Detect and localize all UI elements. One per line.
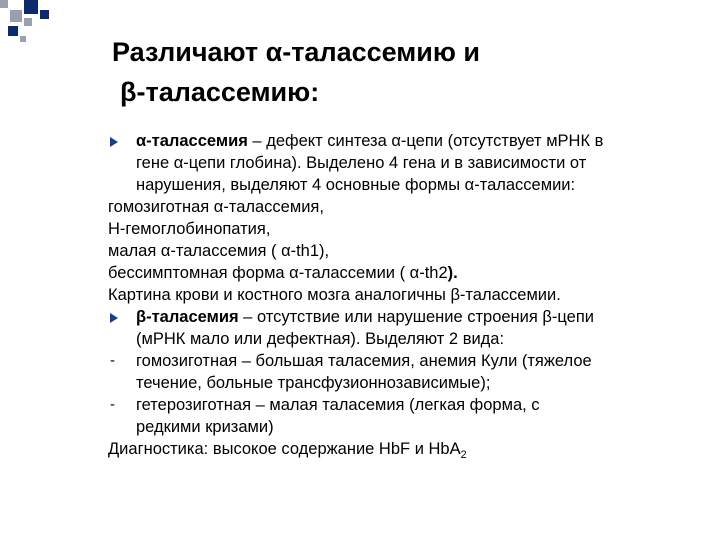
type-homozygous-line-1: гомозиготная – большая таласемия, анемия Кули (тяжелое xyxy=(136,352,592,370)
type-homozygous-line-2: течение, больные трансфузионнозависимые); xyxy=(136,374,491,392)
asymptomatic-close: ). xyxy=(447,264,458,282)
type-heterozygous-line-2: редкими кризами) xyxy=(136,418,274,436)
diagnostics-text: Диагностика: высокое содержание HbF и HbA xyxy=(108,440,461,458)
alpha-bullet xyxy=(108,130,713,152)
form-homozygous: гомозиготная α-талассемия, xyxy=(108,198,324,216)
slide-body xyxy=(108,130,713,460)
asymptomatic-text: бессимптомная форма α-талассемии ( α-th2 xyxy=(108,264,448,282)
title-line-1: Различают α-талассемию и xyxy=(112,37,481,67)
form-asymptomatic xyxy=(108,262,713,284)
beta-definition: – отсутствие или нарушение строения β-цепи xyxy=(238,308,594,326)
type-heterozygous xyxy=(108,394,713,416)
dash-bullet-icon: - xyxy=(110,352,115,369)
type-homozygous xyxy=(108,350,713,372)
alpha-term: α-талассемия xyxy=(136,132,248,150)
triangle-bullet-icon xyxy=(110,306,118,329)
type-heterozygous-line-1: гетерозиготная – малая таласемия (легкая форма, с xyxy=(136,396,540,414)
alpha-line-2: гене α-цепи глобина). Выделено 4 гена и в зависимости от xyxy=(136,154,587,172)
form-h-hemoglobinopathy: H-гемоглобинопатия, xyxy=(108,220,271,238)
title-line-2: β-талассемию: xyxy=(120,77,320,107)
triangle-bullet-icon xyxy=(110,130,118,153)
corner-squares-decoration xyxy=(0,0,60,50)
beta-line-2: (мРНК мало или дефектная). Выделяют 2 вида: xyxy=(136,330,505,348)
blood-picture-line: Картина крови и костного мозга аналогичны β-талассемии. xyxy=(108,286,561,304)
alpha-definition: – дефект синтеза α-цепи (отсутствует мРНК в xyxy=(247,132,604,150)
slide-title xyxy=(112,32,702,112)
dash-bullet-icon: - xyxy=(110,396,115,413)
beta-bullet xyxy=(108,306,713,328)
diagnostics-subscript: 2 xyxy=(460,449,467,461)
beta-term: β-таласемия xyxy=(136,308,239,326)
alpha-line-3: нарушения, выделяют 4 основные формы α-талассемии: xyxy=(136,176,576,194)
form-minor: малая α-талассемия ( α-th1), xyxy=(108,242,330,260)
diagnostics-line xyxy=(108,438,713,460)
